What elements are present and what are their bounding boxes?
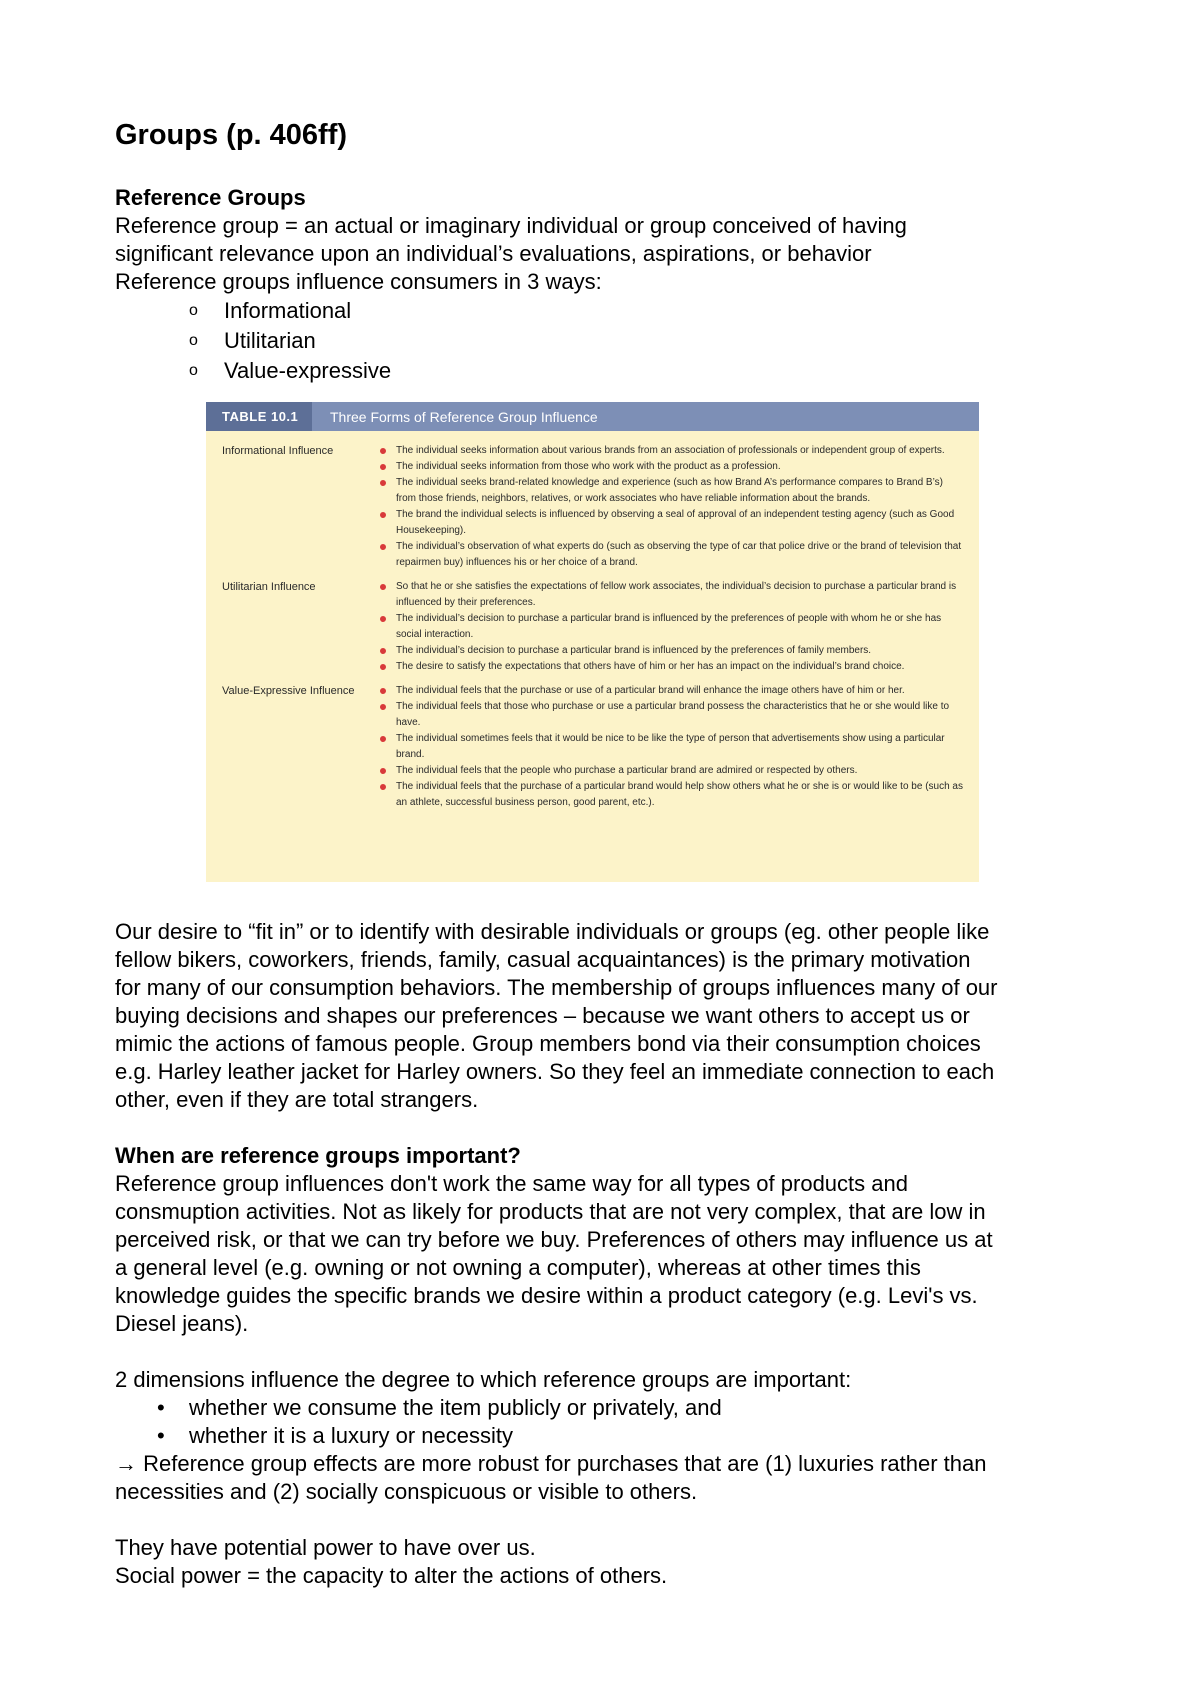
bullet-icon: [380, 544, 386, 550]
document-lower: [115, 918, 1105, 1590]
list-item: o Informational: [189, 296, 1105, 326]
bullet-icon: •: [157, 1395, 165, 1420]
row-items: [378, 443, 963, 571]
document-page: [115, 118, 1105, 386]
list-item: The individual feels that the purchase of a particular brand would help show others what he or she is or would like to be (such as an athlete, successful business person, good parent, etc.).: [378, 779, 963, 811]
bullet-icon: [380, 784, 386, 790]
table-row: [222, 683, 963, 811]
table-number: TABLE 10.1: [206, 402, 312, 431]
definition-line: significant relevance upon an individual’s evaluations, aspirations, or behavior: [115, 241, 872, 266]
power-section: [115, 1534, 1105, 1590]
list-item: The individual sometimes feels that it would be nice to be like the type of person that advertisements show using a particular brand.: [378, 731, 963, 763]
list-item: • whether it is a luxury or necessity: [157, 1423, 514, 1448]
bullet-icon: [380, 448, 386, 454]
circle-bullet-icon: o: [189, 302, 198, 319]
list-item: The individual feels that the people who purchase a particular brand are admired or respected by others.: [378, 763, 963, 779]
row-label: Value-Expressive Influence: [222, 685, 355, 697]
bullet-icon: [380, 768, 386, 774]
table-title: Three Forms of Reference Group Influence: [330, 408, 598, 425]
reference-influence-table: [206, 402, 979, 882]
list-item: The individual feels that those who purchase or use a particular brand possess the characteristics that he or she would like to have.: [378, 699, 963, 731]
influence-ways-list: [115, 296, 1105, 386]
row-items: [378, 683, 963, 811]
list-item: • whether we consume the item publicly or privately, and: [157, 1395, 722, 1420]
power-line: Social power = the capacity to alter the actions of others.: [115, 1563, 668, 1588]
power-line: They have potential power to have over us.: [115, 1535, 536, 1560]
list-item: The brand the individual selects is influenced by observing a seal of approval of an independent testing agency (such as Good Housekeeping).: [378, 507, 963, 539]
table-row: [222, 579, 963, 675]
fit-in-paragraph: Our desire to “fit in” or to identify with desirable individuals or groups (eg. other people like fellow bikers, coworkers, friends, family, casual acquaintances) is the primary motivation for many of our consumption behaviors. The membership of groups influences many of our buying decisions and shapes our preferences – because we want others to accept us or mimic the actions of famous people. Group members bond via their consumption choices e.g. Harley leather jacket for Harley owners. So they feel an immediate connection to each other, even if they are total strangers.: [115, 919, 998, 1112]
bullet-icon: [380, 480, 386, 486]
list-item: The individual’s observation of what experts do (such as observing the type of car that police drive or the brand of television that repairmen buy) influences his or her choice of a brand.: [378, 539, 963, 571]
dimensions-intro: 2 dimensions influence the degree to which reference groups are important:: [115, 1367, 852, 1392]
list-item: o Utilitarian: [189, 326, 1105, 356]
bullet-icon: •: [157, 1423, 165, 1448]
list-item: The individual seeks information about various brands from an association of professionals or independent group of experts.: [378, 443, 963, 459]
bullet-icon: [380, 584, 386, 590]
bullet-icon: [380, 616, 386, 622]
reference-groups-heading: Reference Groups: [115, 185, 306, 210]
bullet-icon: [380, 688, 386, 694]
bullet-icon: [380, 736, 386, 742]
dimensions-conclusion: → Reference group effects are more robust for purchases that are (1) luxuries rather than necessities and (2) socially conspicuous or visible to others.: [115, 1451, 987, 1504]
circle-bullet-icon: o: [189, 332, 198, 349]
list-item: The desire to satisfy the expectations that others have of him or her has an impact on the individual’s brand choice.: [378, 659, 963, 675]
circle-bullet-icon: o: [189, 362, 198, 379]
list-item: o Value-expressive: [189, 356, 1105, 386]
bullet-icon: [380, 648, 386, 654]
row-label: Informational Influence: [222, 445, 334, 457]
reference-groups-section: [115, 184, 1105, 296]
bullet-icon: [380, 512, 386, 518]
list-item: So that he or she satisfies the expectations of fellow work associates, the individual’s decision to purchase a particular brand is influenced by their preferences.: [378, 579, 963, 611]
table-body: [206, 431, 979, 811]
dimensions-list: [115, 1394, 1105, 1450]
when-important-heading: When are reference groups important?: [115, 1143, 521, 1168]
list-item: The individual seeks brand-related knowledge and experience (such as how Brand A’s performance compares to Brand B’s) from those friends, neighbors, relatives, or work associates who have reliable information about the brands.: [378, 475, 963, 507]
list-item: The individual’s decision to purchase a particular brand is influenced by the preferences of people with whom he or she has social interaction.: [378, 611, 963, 643]
bullet-icon: [380, 464, 386, 470]
definition-line: Reference group = an actual or imaginary individual or group conceived of having: [115, 213, 907, 238]
bullet-icon: [380, 664, 386, 670]
list-item: The individual feels that the purchase or use of a particular brand will enhance the image others have of him or her.: [378, 683, 963, 699]
definition-line: Reference groups influence consumers in 3 ways:: [115, 269, 602, 294]
table-header: [206, 402, 979, 431]
row-items: [378, 579, 963, 675]
table-row: [222, 443, 963, 571]
list-item: The individual seeks information from those who work with the product as a profession.: [378, 459, 963, 475]
bullet-icon: [380, 704, 386, 710]
page-title: Groups (p. 406ff): [115, 119, 348, 151]
row-label: Utilitarian Influence: [222, 581, 316, 593]
when-important-section: When are reference groups important? Reference group influences don't work the same way for all types of products and consmuption activities. Not as likely for products that are not very complex, that are low in perceived risk, or that we can try before we buy. Preferences of others may influence us at a general level (e.g. owning or not owning a computer), whereas at other times this knowledge guides the specific brands we desire within a product category (e.g. Levi's vs. Diesel jeans).: [115, 1142, 1105, 1338]
list-item: The individual’s decision to purchase a particular brand is influenced by the preferences of family members.: [378, 643, 963, 659]
